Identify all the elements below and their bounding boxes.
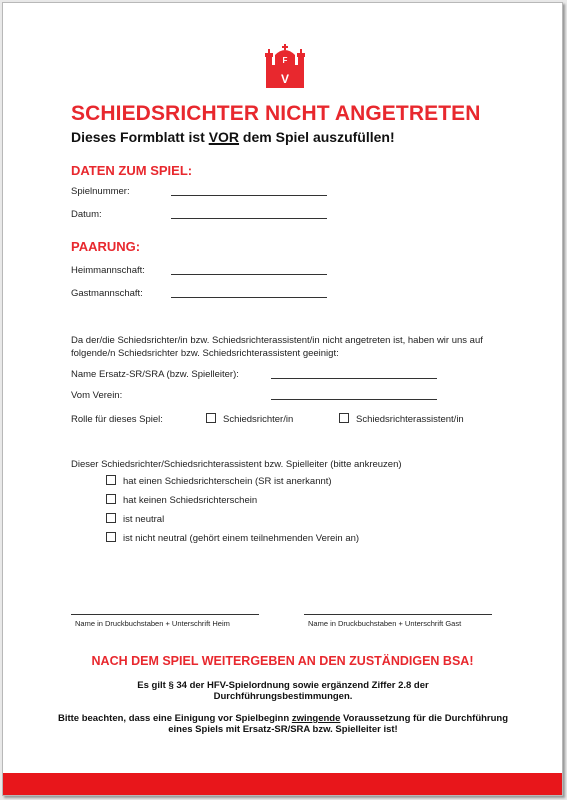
logo-letter-f: F [282,56,288,65]
spielnummer-label: Spielnummer: [71,186,130,197]
heimmannschaft-label: Heimmannschaft: [71,265,145,276]
rule-line-2: Durchführungsbestimmungen. [213,691,353,702]
signature-label-heim: Name in Druckbuchstaben + Unterschrift Heim [75,619,230,628]
gastmannschaft-field[interactable] [171,297,327,298]
ersatz-name-field[interactable] [271,378,437,379]
datum-field[interactable] [171,218,327,219]
verein-label: Vom Verein: [71,390,123,401]
note-emphasis: zwingende [291,713,341,724]
option-nicht-neutral: ist nicht neutral (gehört einem teilnehmenden Verein an) [123,533,360,544]
hfv-logo [261,43,309,91]
checkbox-nicht-neutral[interactable] [106,532,116,542]
gastmannschaft-label: Gastmannschaft: [71,288,143,299]
spielnummer-field[interactable] [171,195,327,196]
rolle-option-assistent: Schiedsrichterassistent/in [356,414,464,425]
checkbox-kein-schein[interactable] [106,494,116,504]
signature-label-gast: Name in Druckbuchstaben + Unterschrift Gast [308,619,462,628]
page-title: SCHIEDSRICHTER NICHT ANGETRETEN [71,102,481,125]
checkbox-neutral[interactable] [106,513,116,523]
subtitle-post: dem Spiel auszufüllen! [239,129,395,145]
bottom-color-bar [3,773,562,795]
signature-line-heim[interactable] [71,614,259,615]
rolle-label: Rolle für dieses Spiel: [71,414,163,425]
option-hat-schein: hat einen Schiedsrichterschein (SR ist anerkannt) [123,476,332,487]
checkbox-schiedsrichter[interactable] [206,413,216,423]
rule-line-1: Es gilt § 34 der HFV-Spielordnung sowie ergänzend Ziffer 2.8 der [137,680,429,691]
ersatz-intro: Da der/die Schiedsrichter/in bzw. Schiedsrichterassistent/in nicht angetreten ist, haben wir uns auf folgende/n Schiedsrichter bzw. Schiedsrichterassistent geeinigt: [71,335,483,359]
option-kein-schein: hat keinen Schiedsrichterschein [123,495,258,506]
section-heading-paarung: PAARUNG: [71,239,141,254]
page-subtitle [71,129,395,145]
note-post: Voraussetzung für die Durchführung eines Spiels mit Ersatz-SR/SRA bzw. Spielleiter ist! [168,713,509,735]
heimmannschaft-field[interactable] [171,274,327,275]
handover-notice: NACH DEM SPIEL WEITERGEBEN AN DEN ZUSTÄNDIGEN BSA! [91,654,474,668]
section-heading-spiel: DATEN ZUM SPIEL: [71,163,193,178]
note-pre: Bitte beachten, dass eine Einigung vor Spielbeginn [57,713,292,724]
ersatz-name-label: Name Ersatz-SR/SRA (bzw. Spielleiter): [71,369,239,380]
form-page [2,2,563,796]
qualifikation-intro: Dieser Schiedsrichter/Schiedsrichterassistent bzw. Spielleiter (bitte ankreuzen) [71,459,402,470]
verein-field[interactable] [271,399,437,400]
checkbox-hat-schein[interactable] [106,475,116,485]
subtitle-pre: Dieses Formblatt ist [71,129,209,145]
option-neutral: ist neutral [123,514,165,525]
datum-label: Datum: [71,209,102,220]
subtitle-emphasis: VOR [208,129,240,145]
signature-line-gast[interactable] [304,614,492,615]
checkbox-schiedsrichterassistent[interactable] [339,413,349,423]
agreement-note [53,713,513,735]
logo-letter-v: V [280,72,290,86]
rolle-option-schiedsrichter: Schiedsrichter/in [223,414,294,425]
